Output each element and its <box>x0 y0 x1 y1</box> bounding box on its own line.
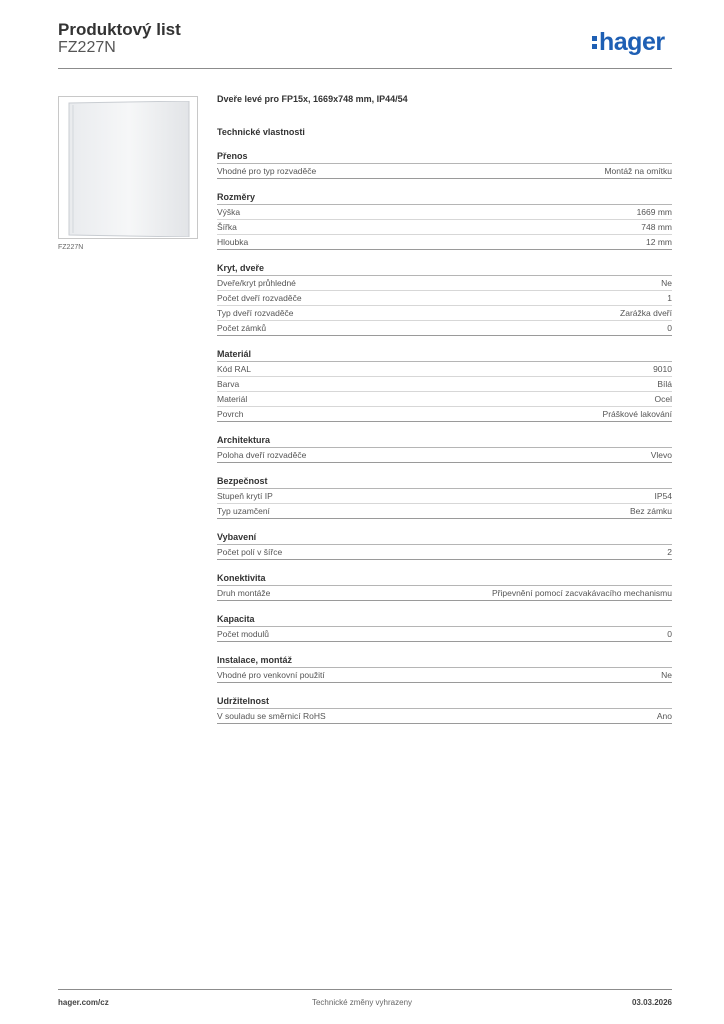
spec-label: Hloubka <box>217 237 249 247</box>
spec-row <box>217 627 672 642</box>
spec-row <box>217 276 672 291</box>
spec-label: Počet zámků <box>217 323 267 333</box>
spec-group <box>217 348 672 422</box>
spec-label: Vhodné pro typ rozvaděče <box>217 166 317 176</box>
spec-label: Výška <box>217 207 241 217</box>
spec-row <box>217 504 672 519</box>
spec-row <box>217 448 672 463</box>
spec-value: Ocel <box>654 394 672 404</box>
spec-group-title: Udržitelnost <box>217 695 672 709</box>
spec-row <box>217 545 672 560</box>
spec-group <box>217 150 672 179</box>
spec-label: Poloha dveří rozvaděče <box>217 450 307 460</box>
product-code: FZ227N <box>58 39 116 56</box>
spec-groups <box>217 150 672 724</box>
hager-logo <box>592 28 665 57</box>
footer-website: hager.com/cz <box>58 998 109 1007</box>
spec-value: Vlevo <box>650 450 672 460</box>
spec-value: Práškové lakování <box>602 409 672 419</box>
door-panel-icon <box>67 101 191 237</box>
spec-group-title: Rozměry <box>217 191 672 205</box>
spec-value: Bez zámku <box>629 506 672 516</box>
spec-row <box>217 164 672 179</box>
footer-divider <box>58 989 672 990</box>
product-description: Dveře levé pro FP15x, 1669x748 mm, IP44/54 <box>217 94 408 104</box>
spec-label: Počet dveří rozvaděče <box>217 293 302 303</box>
spec-group <box>217 475 672 519</box>
spec-label: Dveře/kryt průhledné <box>217 278 296 288</box>
spec-group-title: Materiál <box>217 348 672 362</box>
spec-label: Počet modulů <box>217 629 269 639</box>
header-divider <box>58 68 672 69</box>
spec-value: Montáž na omítku <box>604 166 672 176</box>
spec-value: Ne <box>661 278 672 288</box>
spec-row <box>217 668 672 683</box>
specification-content <box>217 92 672 724</box>
spec-value: Ano <box>656 711 672 721</box>
footer-notice: Technické změny vyhrazeny <box>311 998 413 1007</box>
spec-label: Šířka <box>217 222 237 232</box>
spec-row <box>217 586 672 601</box>
spec-row <box>217 291 672 306</box>
spec-row <box>217 489 672 504</box>
spec-value: Zarážka dveří <box>620 308 672 318</box>
spec-label: V souladu se směrnicí RoHS <box>217 711 326 721</box>
spec-group <box>217 695 672 724</box>
spec-value: 0 <box>667 323 672 333</box>
spec-row <box>217 709 672 724</box>
spec-row <box>217 220 672 235</box>
spec-value: 748 mm <box>641 222 672 232</box>
spec-group-title: Vybavení <box>217 531 672 545</box>
spec-group <box>217 262 672 336</box>
spec-group <box>217 434 672 463</box>
spec-label: Počet polí v šířce <box>217 547 283 557</box>
section-heading: Technické vlastnosti <box>217 127 305 137</box>
spec-value: 0 <box>667 629 672 639</box>
spec-label: Vhodné pro venkovní použití <box>217 670 325 680</box>
spec-row <box>217 377 672 392</box>
spec-group-title: Architektura <box>217 434 672 448</box>
spec-group-title: Konektivita <box>217 572 672 586</box>
spec-group <box>217 572 672 601</box>
spec-group <box>217 531 672 560</box>
spec-value: IP54 <box>654 491 672 501</box>
spec-group <box>217 654 672 683</box>
spec-value: 1 <box>667 293 672 303</box>
spec-label: Typ dveří rozvaděče <box>217 308 294 318</box>
spec-group-title: Kapacita <box>217 613 672 627</box>
spec-label: Typ uzamčení <box>217 506 270 516</box>
spec-label: Kód RAL <box>217 364 252 374</box>
spec-group-title: Kryt, dveře <box>217 262 672 276</box>
footer-date: 03.03.2026 <box>631 998 672 1007</box>
image-caption: FZ227N <box>58 244 84 251</box>
spec-label: Povrch <box>217 409 244 419</box>
spec-row <box>217 235 672 250</box>
spec-group-title: Bezpečnost <box>217 475 672 489</box>
spec-label: Materiál <box>217 394 248 404</box>
page-title: Produktový list <box>58 20 181 39</box>
logo-dots-icon <box>592 34 597 50</box>
spec-value: 9010 <box>653 364 672 374</box>
spec-value: Ne <box>661 670 672 680</box>
spec-row <box>217 407 672 422</box>
spec-value: Bílá <box>657 379 672 389</box>
spec-label: Barva <box>217 379 240 389</box>
spec-label: Druh montáže <box>217 588 271 598</box>
spec-value: Připevnění pomocí zacvakávacího mechanismu <box>491 588 672 598</box>
spec-group-title: Přenos <box>217 150 672 164</box>
spec-group <box>217 191 672 250</box>
spec-row <box>217 362 672 377</box>
spec-group-title: Instalace, montáž <box>217 654 672 668</box>
spec-group <box>217 613 672 642</box>
spec-row <box>217 306 672 321</box>
spec-row <box>217 392 672 407</box>
spec-value: 2 <box>667 547 672 557</box>
spec-row <box>217 321 672 336</box>
spec-label: Stupeň krytí IP <box>217 491 273 501</box>
spec-value: 1669 mm <box>636 207 672 217</box>
spec-value: 12 mm <box>646 237 672 247</box>
spec-row <box>217 205 672 220</box>
product-image <box>58 96 198 239</box>
logo-text: hager <box>599 28 665 56</box>
